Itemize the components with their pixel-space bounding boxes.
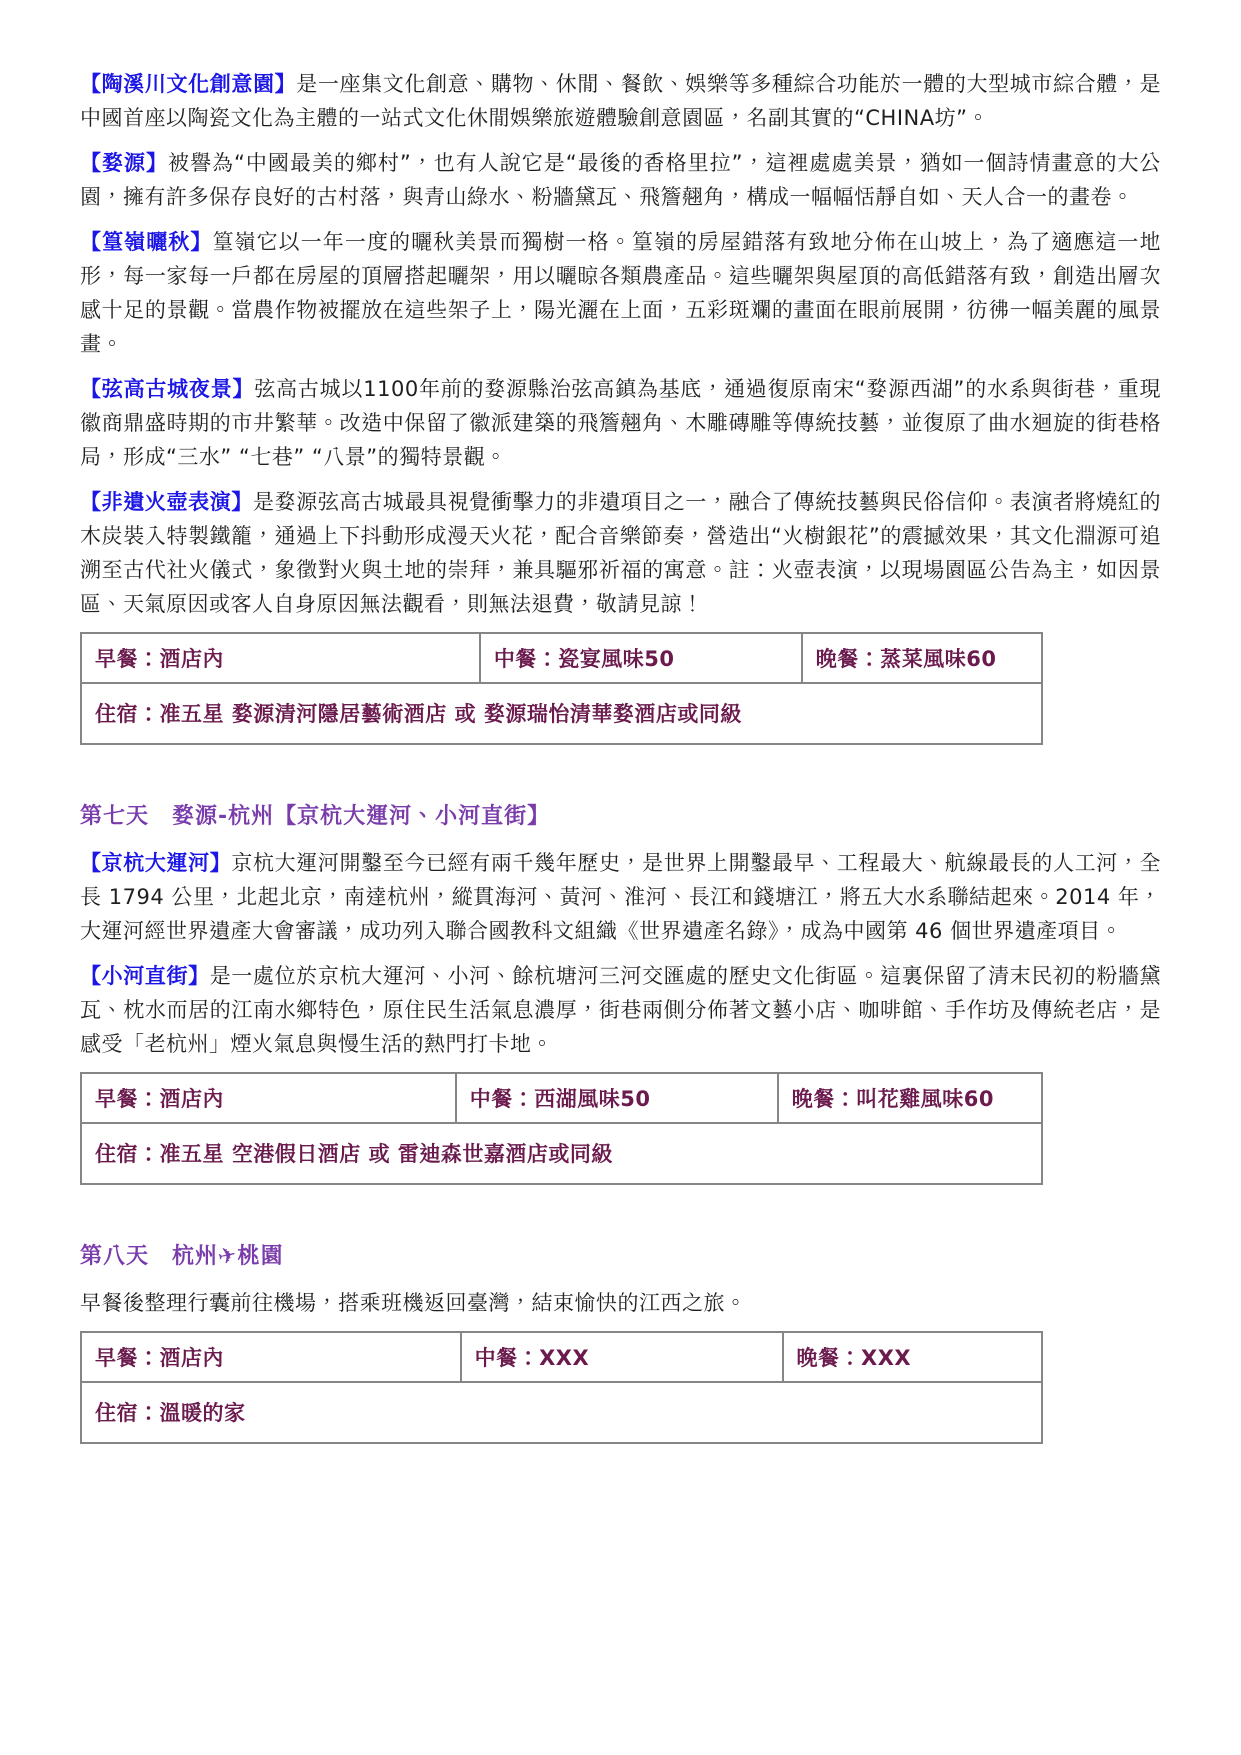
hotel-cell: 住宿：准五星 婺源清河隱居藝術酒店 或 婺源瑞怡清華婺酒店或同級: [81, 683, 1042, 744]
day6-meal-table: [80, 632, 1043, 745]
day8-meal-table: [80, 1331, 1043, 1444]
table-row: [81, 1382, 1042, 1443]
hotel-cell: 住宿：准五星 空港假日酒店 或 雷迪森世嘉酒店或同級: [81, 1123, 1042, 1184]
day7-heading: 第七天 婺源-杭州【京杭大運河、小河直街】: [80, 804, 551, 829]
attraction-paragraph: [80, 372, 1161, 474]
attraction-paragraph: [80, 225, 1161, 361]
day8-heading: [80, 1239, 1161, 1270]
attraction-title: 【陶溪川文化創意園】: [80, 72, 297, 96]
airplane-icon: ✈: [215, 1242, 240, 1271]
attraction-title: 【弦高古城夜景】: [80, 377, 255, 401]
attraction-title: 【小河直街】: [80, 964, 210, 988]
table-row: [81, 683, 1042, 744]
table-row: [81, 633, 1042, 683]
attraction-title: 【篁嶺曬秋】: [80, 230, 213, 254]
attraction-text: 被譽為“中國最美的鄉村”，也有人說它是“最後的香格里拉”，這裡處處美景，猶如一個詩情畫意的大公園，擁有許多保存良好的古村落，與青山綠水、粉牆黛瓦、飛簷翹角，構成一幅幅恬靜自如、天人合一的畫卷。: [80, 151, 1161, 209]
attraction-text: 京杭大運河開鑿至今已經有兩千幾年歷史，是世界上開鑿最早、工程最大、航線最長的人工河，全長 1794 公里，北起北京，南達杭州，縱貫海河、黃河、淮河、長江和錢塘江，將五大水系聯結起來。2014 年，大運河經世界遺產大會審議，成功列入聯合國教科文組織《世界遺產名錄》，成為中國第 46 個世界遺產項目。: [80, 851, 1161, 943]
attraction-title: 【京杭大運河】: [80, 851, 232, 875]
dinner-cell: 晚餐：XXX: [783, 1332, 1042, 1382]
lunch-cell: 中餐：XXX: [461, 1332, 783, 1382]
day8-note: 早餐後整理行囊前往機場，搭乘班機返回臺灣，結束愉快的江西之旅。: [80, 1291, 747, 1315]
hotel-cell: 住宿：溫暖的家: [81, 1382, 1042, 1443]
attraction-title: 【非遺火壺表演】: [80, 490, 253, 514]
breakfast-cell: 早餐：酒店內: [81, 1332, 461, 1382]
attraction-title: 【婺源】: [80, 151, 168, 175]
attraction-paragraph: [80, 846, 1161, 948]
day8-heading-to: 桃園: [237, 1244, 284, 1269]
dinner-cell: 晚餐：叫花雞風味60: [778, 1073, 1042, 1123]
attraction-text: 弦高古城以1100年前的婺源縣治弦高鎮為基底，通過復原南宋“婺源西湖”的水系與街巷，重現徽商鼎盛時期的市井繁華。改造中保留了徽派建築的飛簷翹角、木雕磚雕等傳統技藝，並復原了曲水迴旋的街巷格局，形成“三水” “七巷” “八景”的獨特景觀。: [80, 377, 1162, 469]
attraction-paragraph: [80, 959, 1161, 1061]
table-row: [81, 1332, 1042, 1382]
attraction-text: 是一處位於京杭大運河、小河、餘杭塘河三河交匯處的歷史文化街區。這裏保留了清末民初的粉牆黛瓦、枕水而居的江南水鄉特色，原住民生活氣息濃厚，街巷兩側分佈著文藝小店、咖啡館、手作坊及傳統老店，是感受「老杭州」煙火氣息與慢生活的熱門打卡地。: [80, 964, 1161, 1056]
attraction-text: 是婺源弦高古城最具視覺衝擊力的非遺項目之一，融合了傳統技藝與民俗信仰。表演者將燒紅的木炭裝入特製鐵籠，通過上下抖動形成漫天火花，配合音樂節奏，營造出“火樹銀花”的震撼效果，其文化淵源可追溯至古代社火儀式，象徵對火與土地的崇拜，兼具驅邪祈福的寓意。註：火壺表演，以現場園區公告為主，如因景區、天氣原因或客人自身原因無法觀看，則無法退費，敬請見諒！: [80, 490, 1162, 616]
attraction-text: 篁嶺它以一年一度的曬秋美景而獨樹一格。篁嶺的房屋錯落有致地分佈在山坡上，為了適應這一地形，每一家每一戶都在房屋的頂層搭起曬架，用以曬晾各類農產品。這些曬架與屋頂的高低錯落有致，創造出層次感十足的景觀。當農作物被擺放在這些架子上，陽光灑在上面，五彩斑斕的畫面在眼前展開，彷彿一幅美麗的風景畫。: [80, 230, 1161, 356]
breakfast-cell: 早餐：酒店內: [81, 1073, 456, 1123]
attraction-paragraph: [80, 146, 1161, 214]
attraction-paragraph: [80, 67, 1161, 135]
day7-meal-table: [80, 1072, 1043, 1185]
attraction-paragraph: [80, 485, 1161, 621]
lunch-cell: 中餐：瓷宴風味50: [480, 633, 802, 683]
table-row: [81, 1073, 1042, 1123]
attraction-text: 是一座集文化創意、購物、休閒、餐飲、娛樂等多種綜合功能於一體的大型城市綜合體，是中國首座以陶瓷文化為主體的一站式文化休閒娛樂旅遊體驗創意園區，名副其實的“CHINA坊”。: [80, 72, 1162, 130]
table-row: [81, 1123, 1042, 1184]
day8-heading-from: 第八天 杭州: [80, 1244, 219, 1269]
dinner-cell: 晚餐：蒸菜風味60: [802, 633, 1042, 683]
lunch-cell: 中餐：西湖風味50: [456, 1073, 778, 1123]
breakfast-cell: 早餐：酒店內: [81, 633, 480, 683]
